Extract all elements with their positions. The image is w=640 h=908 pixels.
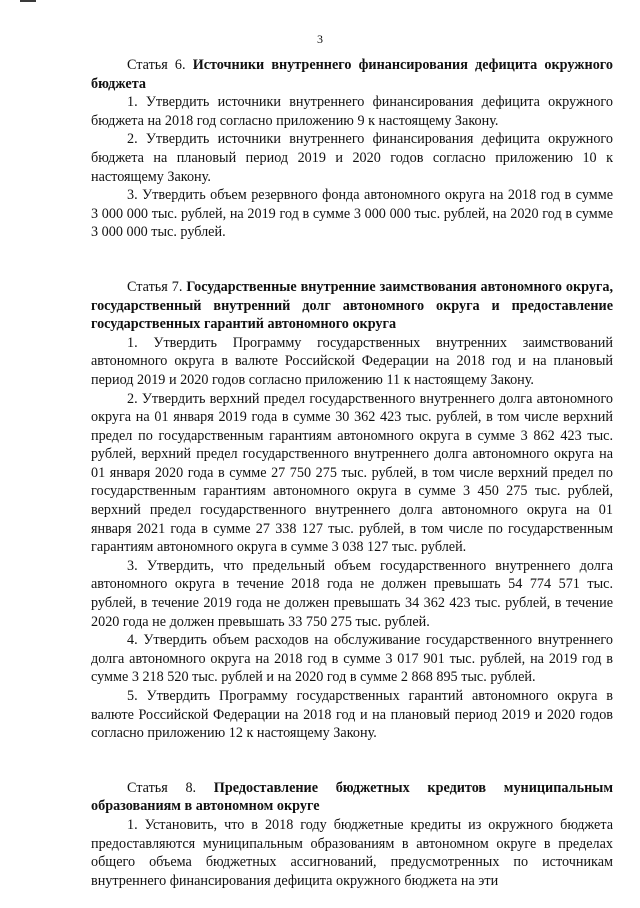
document-body xyxy=(91,56,613,908)
paragraph: 1. Утвердить Программу государственных внутренних заимствований автономного округа в валюте Российской Федерации на 2018 год и на плановый период 2019 и 2020 годов согласно приложению 11 к настоящему Закону. xyxy=(91,334,613,388)
article-heading xyxy=(91,56,613,93)
article-prefix: Статья 8. xyxy=(127,779,197,796)
paragraph: 5. Утвердить Программу государственных гарантий автономного округа в валюте Российской Федерации на 2018 год и на плановый период 2019 и 2020 годов согласно приложению 12 к настоящему Закону. xyxy=(91,688,613,742)
article-7 xyxy=(91,278,613,743)
article-prefix: Статья 7. xyxy=(127,278,183,295)
paragraph: 1. Утвердить источники внутреннего финансирования дефицита окружного бюджета на 2018 год согласно приложению 9 к настоящему Закону. xyxy=(91,94,613,129)
article-6 xyxy=(91,56,613,242)
spacer xyxy=(91,260,613,278)
paragraph: 3. Утвердить, что предельный объем государственного внутреннего долга автономного округа в течение 2018 года не должен превышать 54 774 571 тыс. рублей, в течение 2019 года не должен превышать 34 362 423 тыс. рублей, в течение 2020 года не должен превышать 33 750 275 тыс. рублей. xyxy=(91,557,613,630)
article-title: Источники внутреннего финансирования дефицита окружного бюджета xyxy=(91,57,613,92)
article-title: Предоставление бюджетных кредитов муниципальным образованиям в автономном округе xyxy=(91,779,614,815)
article-8 xyxy=(91,779,613,891)
article-heading xyxy=(91,779,613,816)
spacer xyxy=(91,761,613,779)
article-prefix: Статья 6. xyxy=(127,57,186,73)
paragraph: 2. Утвердить источники внутреннего финансирования дефицита окружного бюджета на плановый период 2019 и 2020 годов согласно приложению 10 к настоящему Закону. xyxy=(91,131,613,185)
paragraph: 2. Утвердить верхний предел государственного внутреннего долга автономного округа на 01 января 2019 года в сумме 30 362 423 тыс. рублей, в том числе верхний предел по государственным гарантиям автономного округа в сумме 3 862 423 тыс. рублей, верхний предел государственного внутреннего долга автономного округа на 01 января 2020 года в сумме 27 750 275 тыс. рублей, в том числе верхний предел по государственным гарантиям автономного округа в сумме 3 450 275 тыс. рублей, верхний предел государственного внутреннего долга автономного округа на 01 января 2021 года в сумме 27 338 127 тыс. рублей, в том числе по государственным гарантиям автономного округа в сумме 3 038 127 тыс. рублей. xyxy=(91,390,613,556)
article-title: Государственные внутренние заимствования автономного округа, государственный внутренний долг автономного округа и предоставление государственных гарантий автономного округа xyxy=(91,278,614,333)
article-heading xyxy=(91,278,613,334)
paragraph: 3. Утвердить объем резервного фонда автономного округа на 2018 год в сумме 3 000 000 тыс. рублей, на 2019 год в сумме 3 000 000 тыс. рублей, на 2020 год в сумме 3 000 000 тыс. рублей. xyxy=(91,187,613,241)
page-number: 3 xyxy=(317,32,323,46)
paragraph: 4. Утвердить объем расходов на обслуживание государственного внутреннего долга автономного округа на 2018 год в сумме 3 017 901 тыс. рублей, на 2019 год в сумме 3 218 520 тыс. рублей и на 2020 год в сумме 2 868 895 тыс. рублей. xyxy=(91,632,613,686)
paragraph: 1. Установить, что в 2018 году бюджетные кредиты из окружного бюджета предоставляются муниципальным образованиям в автономном округе в пределах общего объема бюджетных ассигнований, предусмотренных по источникам внутреннего финансирования дефицита окружного бюджета на эти xyxy=(91,816,613,889)
scan-edge-mark xyxy=(20,0,36,2)
